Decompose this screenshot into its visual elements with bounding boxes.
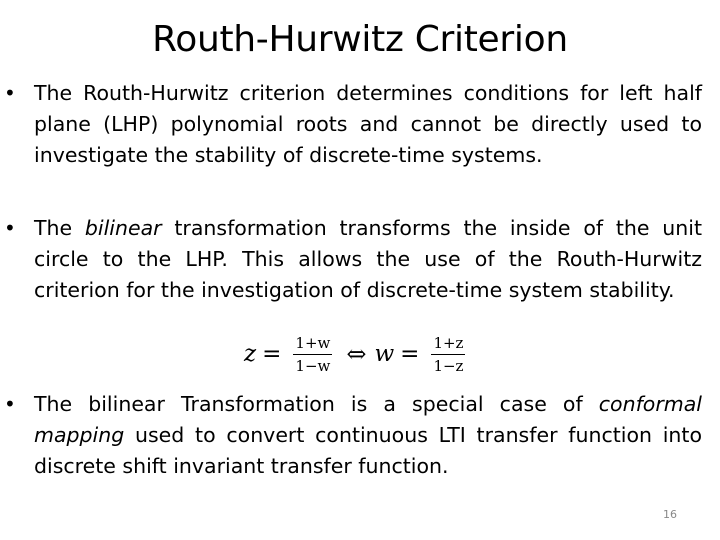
fraction-denominator: 1−w (295, 356, 331, 375)
fraction-numerator: 1+z (431, 334, 465, 355)
fraction-numerator: 1+w (293, 334, 332, 355)
fraction-denominator: 1−z (433, 356, 464, 375)
equation-fraction-2 (431, 334, 465, 375)
bullet-text: The Routh-Hurwitz criterion determines conditions for left half plane (LHP) polynomial roots and cannot be directly used to investigate the stability of discrete-time systems. (34, 81, 702, 167)
bullet-emphasis: conformal mapping (34, 392, 702, 447)
bullet-3 (4, 389, 702, 482)
equation-rhs-var: w (374, 341, 395, 367)
page-number: 16 (663, 508, 677, 521)
bullet-emphasis: bilinear (84, 216, 162, 240)
bullet-marker: • (4, 392, 16, 416)
equation-iff-arrow: ⇔ (346, 340, 367, 368)
equation-equals-2: = (400, 341, 420, 367)
bullet-text-after: used to convert continuous LTI transfer function into discrete shift invariant transfer function. (34, 423, 702, 478)
bullet-marker: • (4, 216, 16, 240)
bullet-text-before: The (34, 216, 85, 240)
equation-fraction-1 (293, 334, 332, 375)
equation-lhs-var: z (244, 341, 257, 367)
bullet-marker: • (4, 81, 16, 105)
bullet-text-before: The bilinear Transformation is a special case of (34, 392, 599, 416)
equation-equals: = (262, 341, 282, 367)
bilinear-equation (244, 328, 494, 380)
slide-title: Routh-Hurwitz Criterion (152, 19, 568, 60)
bullet-text-after: transformation transforms the inside of the unit circle to the LHP. This allows the use of the Routh-Hurwitz criterion for the investigation of discrete-time system stability. (34, 216, 702, 302)
bullet-1 (4, 78, 702, 171)
bullet-2 (4, 213, 702, 306)
